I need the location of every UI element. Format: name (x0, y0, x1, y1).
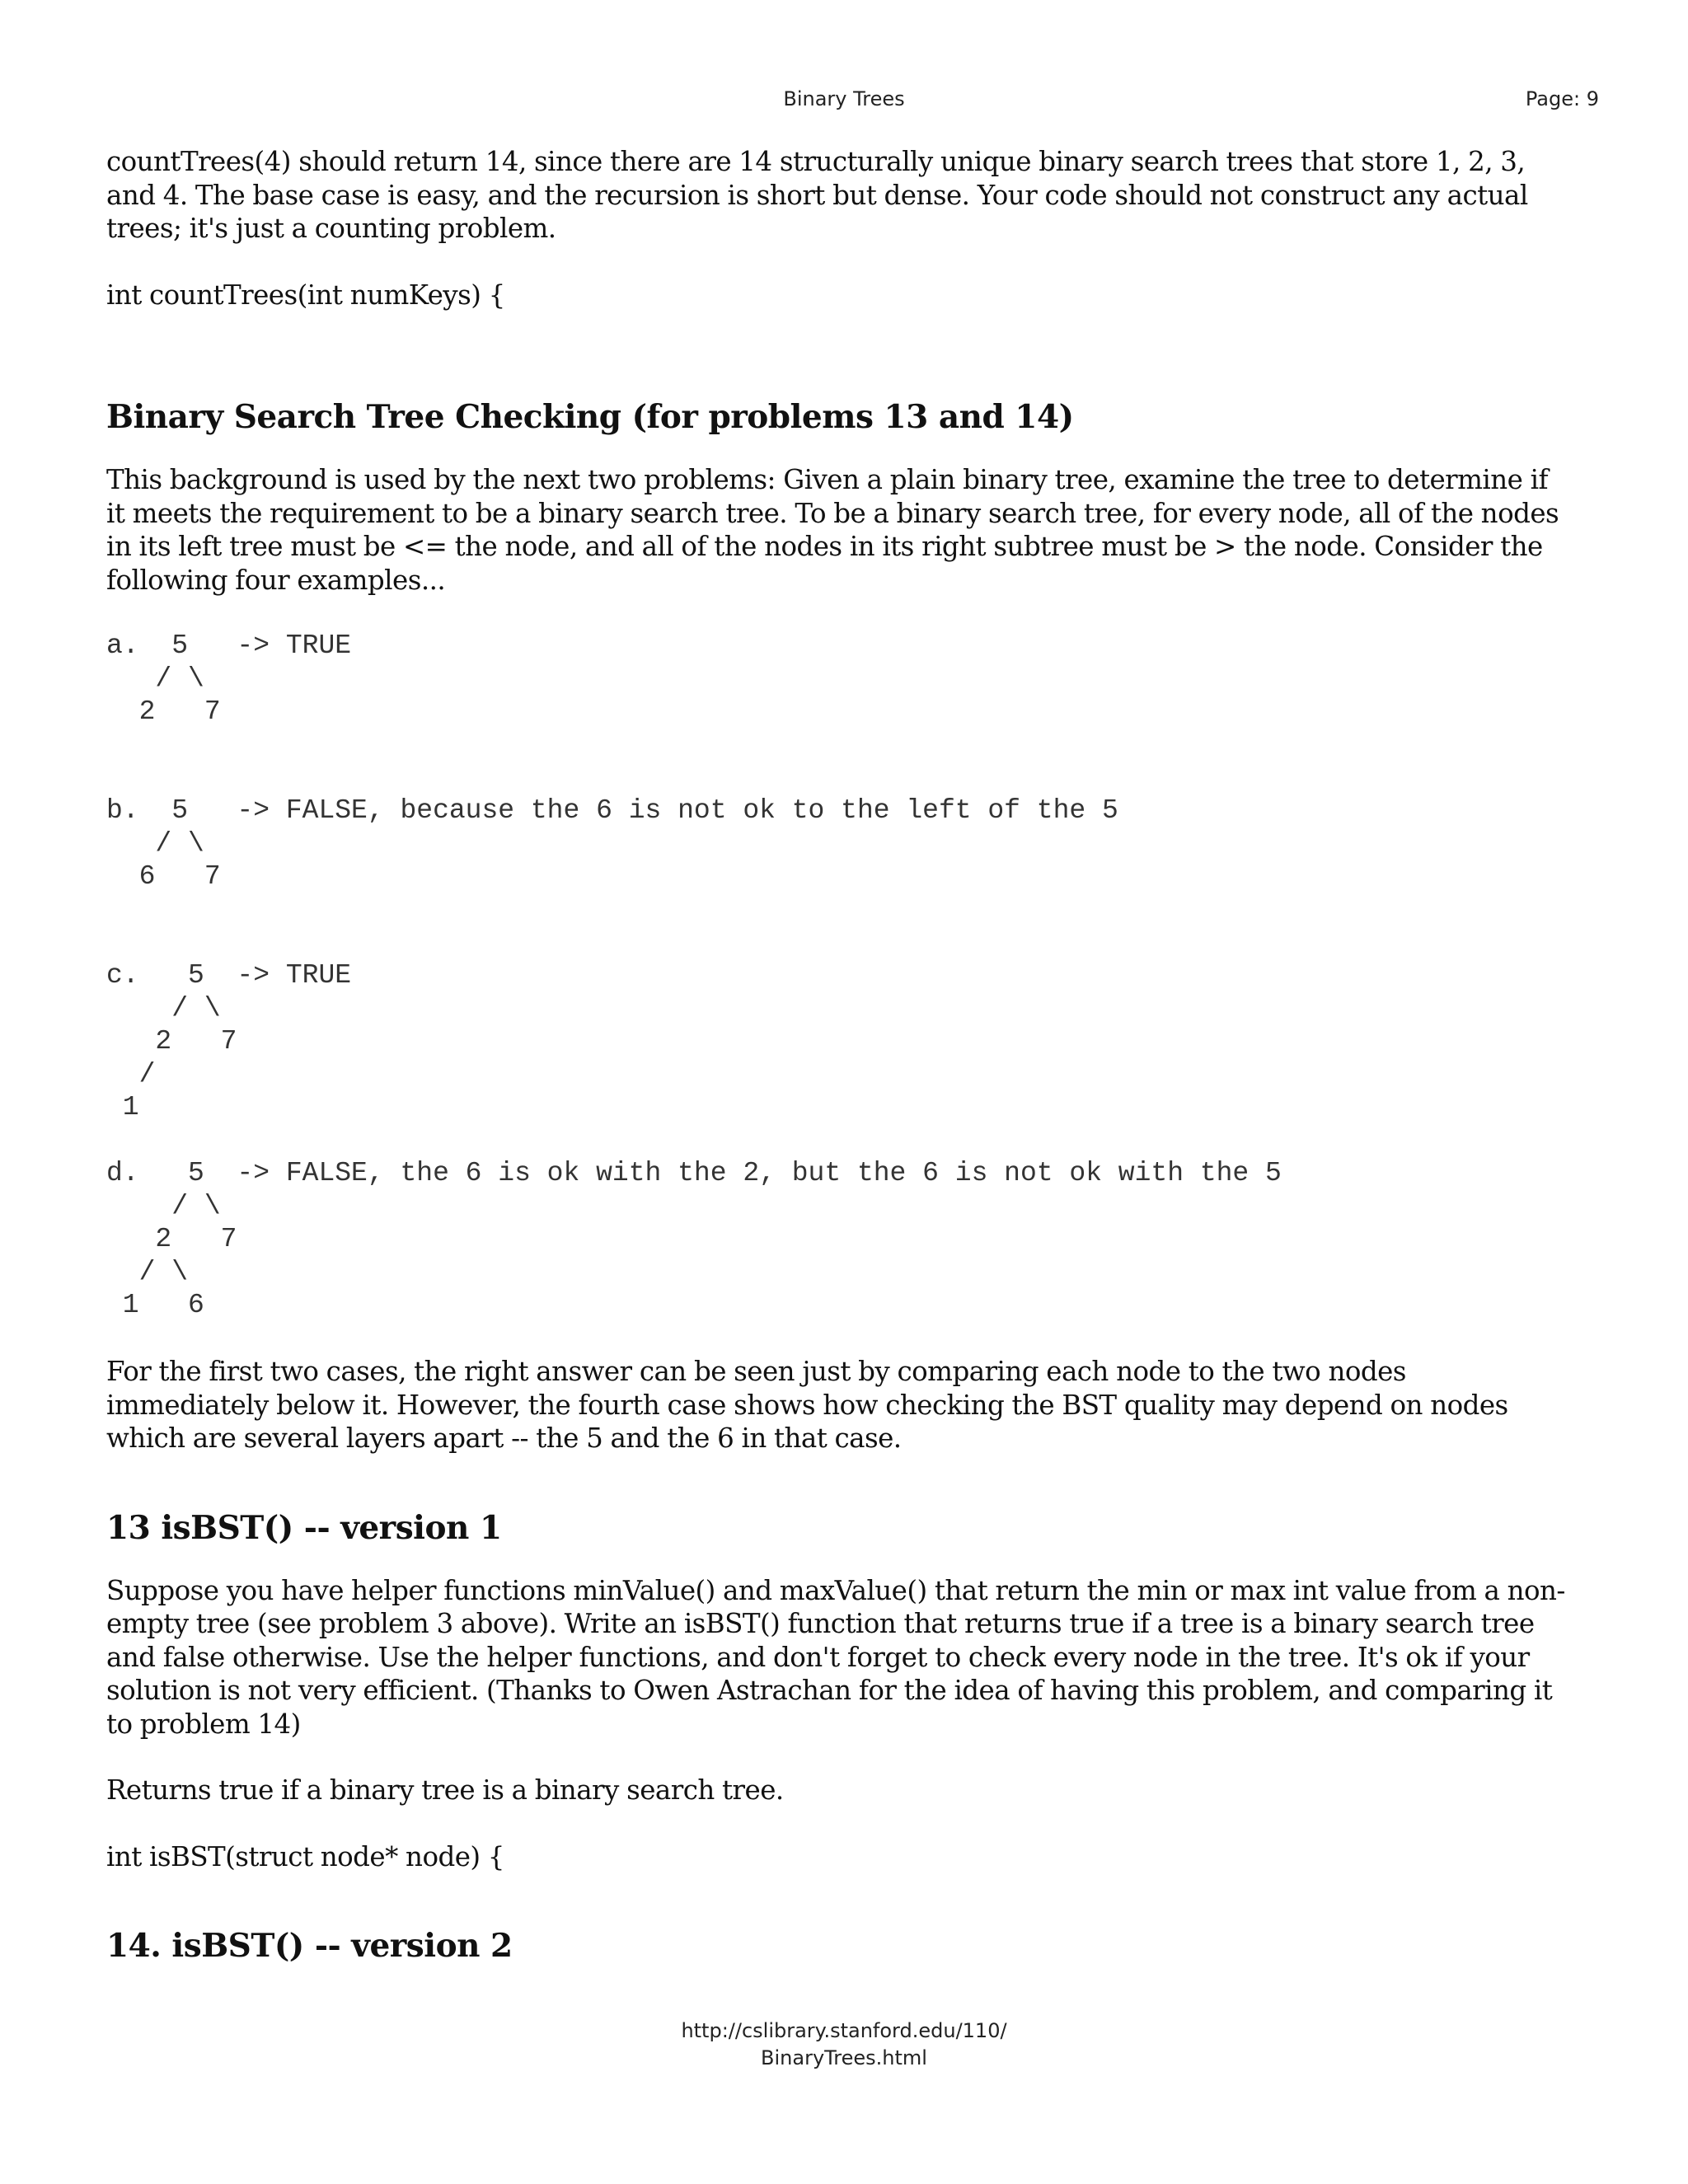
page-number: Page: 9 (1525, 87, 1599, 110)
problem13-paragraph: Suppose you have helper functions minValue() and maxValue() that return the min or max int value from a non-empty tree (see problem 3 above). Write an isBST() function that returns true if a tree is a binary search tree and false otherwise. Use the helper functions, and don't forget to check every node in the tree. It's ok if your solution is not very efficient. (Thanks to Owen Astrachan for the idea of having this problem, and comparing it to problem 14) (106, 1574, 1565, 1740)
example-d: d. 5 -> FALSE, the 6 is ok with the 2, but the 6 is not ok with the 5 / \ 2 7 / \ 1 6 (106, 1158, 1282, 1320)
problem13-returns: Returns true if a binary tree is a binary search tree. (106, 1774, 784, 1806)
document-body (106, 145, 1573, 1966)
count-trees-signature: int countTrees(int numKeys) { (106, 279, 505, 311)
example-a: a. 5 -> TRUE / \ 2 7 (106, 630, 352, 727)
header-title: Binary Trees (783, 87, 905, 110)
page-header (0, 87, 1688, 115)
bst-checking-heading: Binary Search Tree Checking (for problems 13 and 14) (106, 398, 1074, 436)
bst-background-paragraph: This background is used by the next two problems: Given a plain binary tree, examine the tree to determine if it meets the requirement to be a binary search tree. To be a binary search tree, for every node, all of the nodes in its left tree must be <= the node, and all of the nodes in its right subtree must be > the node. Consider the following four examples... (106, 464, 1559, 596)
footer-url-line2[interactable]: BinaryTrees.html (761, 2046, 927, 2069)
bst-conclusion-paragraph: For the first two cases, the right answer can be seen just by comparing each node to the two nodes immediately below it. However, the fourth case shows how checking the BST quality may depend on nodes which are several layers apart -- the 5 and the 6 in that case. (106, 1356, 1508, 1454)
is-bst-signature: int isBST(struct node* node) { (106, 1840, 504, 1872)
problem13-heading: 13 isBST() -- version 1 (106, 1508, 502, 1547)
example-b: b. 5 -> FALSE, because the 6 is not ok to the left of the 5 / \ 6 7 (106, 795, 1118, 892)
page-footer (0, 2018, 1688, 2072)
problem14-heading: 14. isBST() -- version 2 (106, 1927, 513, 1965)
footer-url-line1[interactable]: http://cslibrary.stanford.edu/110/ (681, 2019, 1007, 2042)
intro-paragraph: countTrees(4) should return 14, since there are 14 structurally unique binary search trees that store 1, 2, 3, and 4. The base case is easy, and the recursion is short but dense. Your code should not construct any actual trees; it's just a counting problem. (106, 146, 1528, 244)
example-c: c. 5 -> TRUE / \ 2 7 / 1 (106, 960, 352, 1122)
